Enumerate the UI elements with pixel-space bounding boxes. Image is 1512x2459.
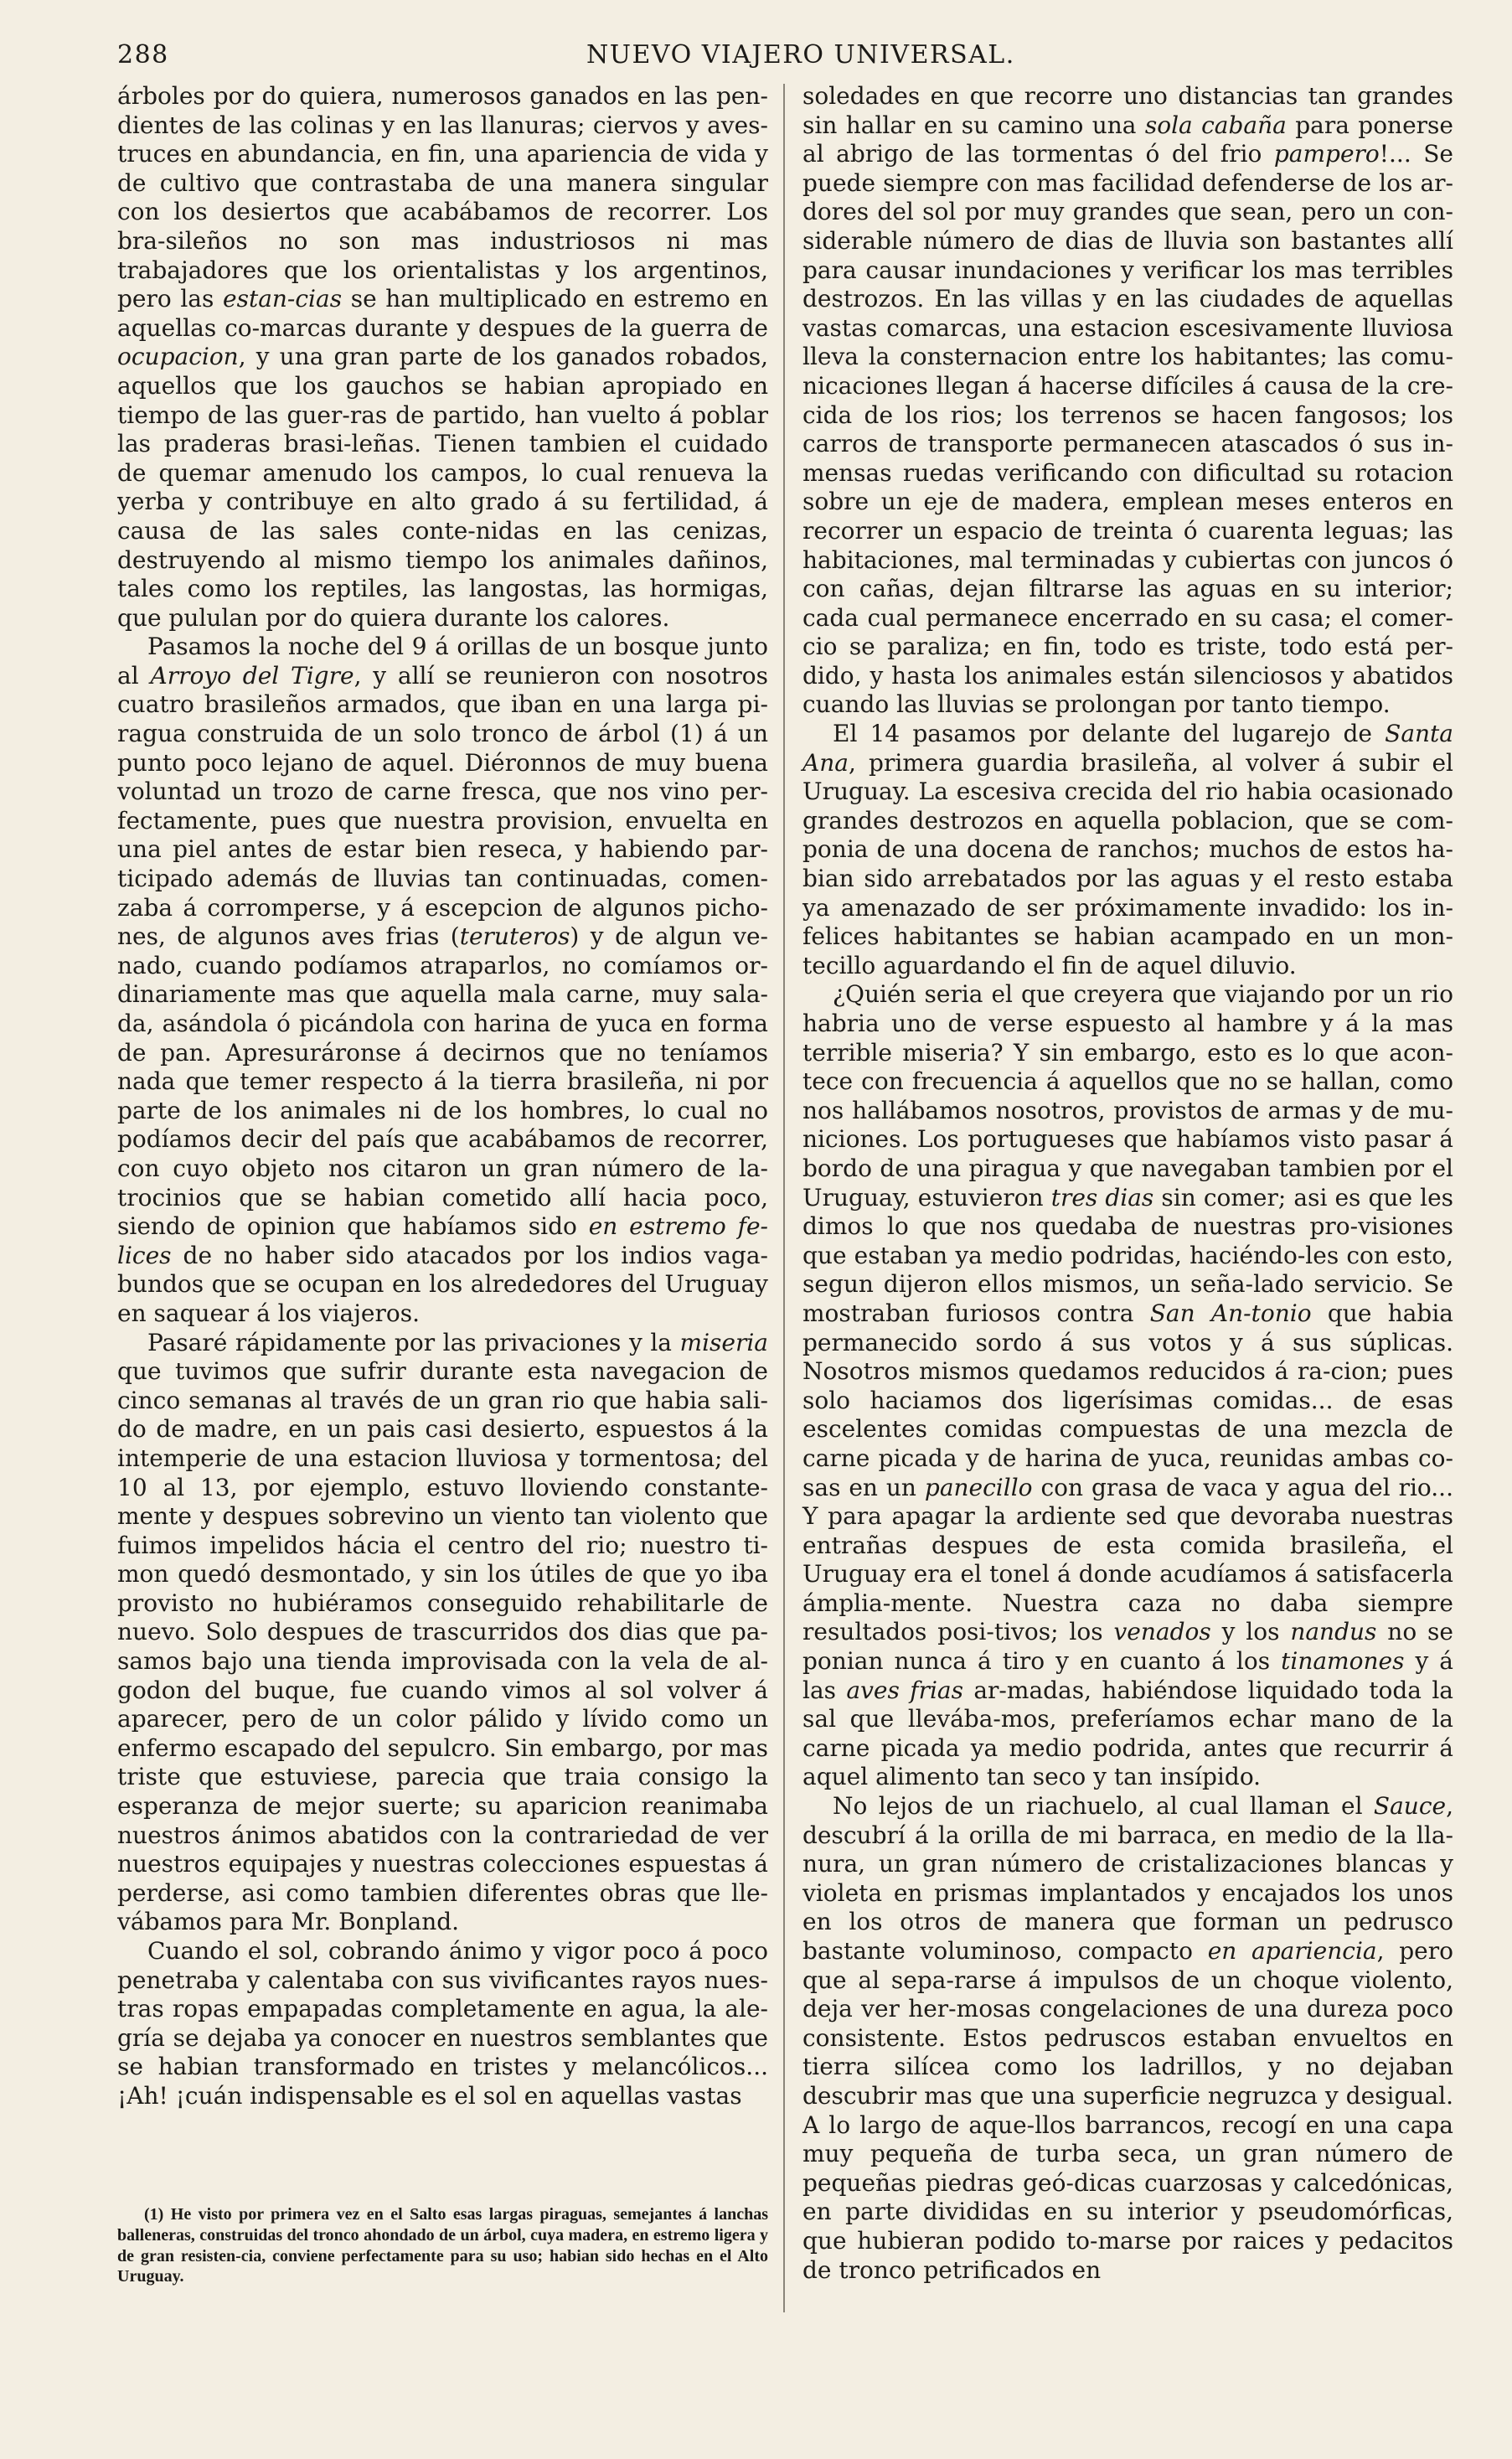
paragraph	[802, 82, 1453, 720]
paragraph	[802, 980, 1453, 1792]
text-run: y á las	[802, 1647, 1453, 1704]
italic-text: Arroyo del Tigre	[150, 661, 354, 690]
text-run: que habia permanecido sordo á sus votos y á sus súplicas. Nosotros mismos quedamos reducidos á ra-cion; pues solo haciamos dos ligerísimas comidas... de esas escelentes comidas compuestas de una mezcla de carne picada y de harina de yuca, reunidas ambas co-sas en un	[802, 1299, 1453, 1501]
italic-text: en apariencia	[1207, 1937, 1377, 1965]
italic-text: panecillo	[924, 1473, 1033, 1501]
page-number: 288	[117, 40, 169, 70]
italic-text: miseria	[679, 1328, 768, 1356]
text-run: con grasa de vaca y agua del rio... Y para apagar la ardiente sed que devoraba nuestras entrañas despues de esta comida brasileña, el Uruguay era el tonel á donde acudíamos á satisfacerla ámplia-mente. Nuestra caza no daba siempre resultados posi-tivos; los	[802, 1473, 1453, 1646]
text-run: , primera guardia brasileña, al volver á subir el Uruguay. La escesiva crecida del rio habia ocasionado grandes destrozos en aquella poblacion, que se com-ponia de una docena de ranchos; muchos de estos ha-bian sido arrebatados por las aguas y el resto estaba ya amenazado de ser próximamente invadido: los in-felices habitantes se habian acampado en un mon-tecillo aguardando el fin de aquel diluvio.	[802, 748, 1453, 979]
text-run: Pasamos la noche del 9 á orillas de un bosque junto al	[117, 633, 768, 690]
italic-text: nandus	[1290, 1618, 1377, 1646]
text-run: de no haber sido atacados por los indios vaga-bundos que se ocupan en los alrededores del Uruguay en saquear á los viajeros.	[117, 1241, 768, 1327]
right-column	[802, 82, 1453, 2285]
text-run: para ponerse al abrigo de las tormentas ó del frio	[802, 111, 1453, 168]
italic-text: en estremo fe-lices	[117, 1212, 768, 1269]
text-run: ) y de algun ve-nado, cuando podíamos atraparlos, no comíamos or-dinariamente mas que aquella mala carne, muy sala-da, asándola ó picándola con harina de yuca en forma de pan. Apresuráronse á decirnos que no teníamos nada que temer respecto á la tierra brasileña, ni por parte de los animales ni de los hombres, lo cual no podíamos decir del país que acabábamos de recorrer, con cuyo objeto nos citaron un gran número de la-trocinios que se habian cometido allí hacia poco, siendo de opinion que habíamos sido	[117, 922, 769, 1241]
text-run: ar-madas, habiéndose liquidado toda la sal que llevába-mos, preferíamos echar mano de la carne picada ya medio podrida, antes que recurrir á aquel alimento tan seco y tan insípido.	[802, 1676, 1454, 1791]
paragraph	[802, 720, 1453, 980]
text-run: ¿Quién seria el que creyera que viajando por un rio habria uno de verse espuesto al hambre y á la mas terrible miseria? Y sin embargo, esto es lo que acon-tece con frecuencia á aquellos que no se hallan, como nos hallábamos nosotros, provistos de armas y de mu-niciones. Los portugueses que habíamos visto pasar á bordo de una piragua y que navegaban tambien por el Uruguay, estuvieron	[802, 980, 1453, 1211]
italic-text: San An-tonio	[1149, 1299, 1312, 1327]
italic-text: tres dias	[1050, 1183, 1154, 1211]
text-run: No lejos de un riachuelo, al cual llaman el	[833, 1792, 1374, 1821]
column-divider	[783, 84, 785, 2312]
text-run: El 14 pasamos por delante del lugarejo de	[833, 720, 1386, 748]
paragraph	[117, 1329, 768, 1937]
italic-text: tinamones	[1281, 1647, 1405, 1676]
text-run: sin comer; asi es que les dimos lo que nos quedaba de nuestras pro-visiones que estaban ya medio podridas, haciéndo-les con esto, segun dijeron ellos mismos, un seña-lado servicio. Se mostraban furiosos contra	[802, 1183, 1454, 1327]
text-run: , y una gran parte de los ganados robados, aquellos que los gauchos se habian apropiado en tiempo de las guer-ras de partido, han vuelto á poblar las praderas brasi-leñas. Tienen tambien el cuidado de quemar amenudo los campos, lo cual renueva la yerba y contribuye en alto grado á su fertilidad, á causa de las sales conte-nidas en las cenizas, destruyendo al mismo tiempo los animales dañinos, tales como los reptiles, las langostas, las hormigas, que pululan por do quiera durante los calores.	[117, 343, 768, 632]
footnotes	[117, 2204, 768, 2287]
text-run: , y allí se reunieron con nosotros cuatro brasileños armados, que iban en una larga pi-ragua construida de un solo tronco de árbol (1) á un punto poco lejano de aquel. Diéronnos de muy buena voluntad un trozo de carne fresca, que nos vino per-fectamente, pues que nuestra provision, envuelta en una piel antes de estar bien reseca, y habiendo par-ticipado además de lluvias tan continuadas, comen-zaba á corromperse, y á escepcion de algunos picho-nes, de algunos aves frias (	[117, 661, 768, 951]
italic-text: aves frias	[846, 1676, 963, 1704]
text-run: , pero que al sepa-rarse á impulsos de un choque violento, deja ver her-mosas congelaciones de una dureza poco consistente. Estos pedruscos estaban envueltos en tierra silícea como los ladrillos, y no dejaban descubrir mas que una superficie negruzca y desigual. A lo largo de aque-llos barrancos, recogí en una capa muy pequeña de turba seca, un gran número de pequeñas piedras geó-dicas cuarzosas y calcedónicas, en parte divididas en su interior y pseudomórficas, que hubieran podido to-marse por raices y pedacitos de tronco petrificados en	[802, 1937, 1453, 2284]
text-run: se han multiplicado en estremo en aquellas co-marcas durante y despues de la guerra de	[117, 285, 768, 342]
running-title: NUEVO VIAJERO UNIVERSAL.	[586, 40, 1015, 70]
text-run: soledades en que recorre uno distancias tan grandes sin hallar en su camino una	[802, 82, 1453, 139]
text-run: que tuvimos que sufrir durante esta navegacion de cinco semanas al través de un gran rio que habia sali-do de madre, en un pais casi desierto, espuestos á la intemperie de una estacion lluviosa y tormentosa; del 10 al 13, por ejemplo, estuvo lloviendo constante-mente y despues sobrevino un viento tan violento que fuimos impelidos hácia el centro del rio; nuestro ti-mon quedó desmontado, y sin los útiles de que yo iba provisto no hubiéramos conseguido rehabilitarle de nuevo. Solo despues de trascurridos dos dias que pa-samos bajo una tienda improvisada con la vela de al-godon del buque, fue cuando vimos al sol volver á aparecer, pero de un color pálido y lívido como un enfermo escapado del sepulcro. Sin embargo, por mas triste que estuviese, parecia que traia consigo la esperanza de mejor suerte; su aparicion reanimaba nuestros ánimos abatidos con la contrariedad de ver nuestros equipajes y nuestras colecciones espuestas á perderse, asi como tambien diferentes obras que lle-vábamos para Mr. Bonpland.	[117, 1357, 768, 1936]
italic-text: Sauce	[1373, 1792, 1447, 1821]
text-run: , descubrí á la orilla de mi barraca, en medio de la lla-nura, un gran número de cristalizaciones blancas y violeta en prismas implantados y encajados los unos en los otros de manera que forman un pedrusco bastante voluminoso, compacto	[802, 1792, 1453, 1965]
italic-text: estan-cias	[223, 285, 343, 313]
text-run: Cuando el sol, cobrando ánimo y vigor poco á poco penetraba y calentaba con sus vivificantes rayos nues-tras ropas empapadas completamente en agua, la ale-gría se dejaba ya conocer en nuestros semblantes que se habian transformado en tristes y melancólicos... ¡Ah! ¡cuán indispensable es el sol en aquellas vastas	[117, 1937, 768, 2110]
italic-text: pampero	[1273, 140, 1380, 168]
paragraph	[117, 633, 768, 1328]
text-run: y los	[1210, 1618, 1291, 1646]
paragraph	[802, 1792, 1453, 2285]
page-header	[117, 40, 1458, 80]
text-run: Pasaré rápidamente por las privaciones y la	[147, 1328, 680, 1356]
italic-text: sola cabaña	[1144, 111, 1287, 139]
italic-text: ocupacion	[117, 343, 239, 371]
left-column	[117, 82, 768, 2111]
italic-text: Santa Ana	[802, 720, 1453, 777]
paragraph	[117, 82, 768, 633]
text-run: no se ponian nunca á tiro y en cuanto á los	[802, 1618, 1453, 1676]
italic-text: venados	[1113, 1618, 1211, 1646]
text-run: árboles por do quiera, numerosos ganados en las pen-dientes de las colinas y en las llanuras; ciervos y aves-truces en abundancia, en fin, una apariencia de vida y de cultivo que contrastaba de una manera singular con los desiertos que acabábamos de recorrer. Los bra-sileños no son mas industriosos ni mas trabajadores que los orientalistas y los argentinos, pero las	[117, 82, 768, 313]
italic-text: teruteros	[459, 922, 570, 951]
footnote-1: (1) He visto por primera vez en el Salto esas largas piraguas, semejantes á lanchas balleneras, construidas del tronco ahondado de un árbol, cuya madera, en estremo ligera y de gran resisten-cia, conviene perfectamente para su uso; habian sido hechas en el Alto Uruguay.	[117, 2205, 768, 2286]
paragraph	[117, 1937, 768, 2111]
text-run: !... Se puede siempre con mas facilidad defenderse de los ar-dores del sol por muy grandes que sean, pero un con-siderable número de dias de lluvia son bastantes allí para causar inundaciones y verificar los mas terribles destrozos. En las villas y en las ciudades de aquellas vastas comarcas, una estacion escesivamente lluviosa lleva la consternacion entre los habitantes; las comu-nicaciones llegan á hacerse difíciles á causa de la cre-cida de los rios; los terrenos se hacen fangosos; los carros de transporte permanecen atascados ó sus in-mensas ruedas verificando con dificultad su rotacion sobre un eje de madera, emplean meses enteros en recorrer un espacio de treinta ó cuarenta leguas; las habitaciones, mal terminadas y cubiertas con juncos ó con cañas, dejan filtrarse las aguas en su interior; cada cual permanece encerrado en su casa; el comer-cio se paraliza; en fin, todo es triste, todo está per-dido, y hasta los animales están silenciosos y abatidos cuando las lluvias se prolongan por tanto tiempo.	[802, 140, 1454, 719]
